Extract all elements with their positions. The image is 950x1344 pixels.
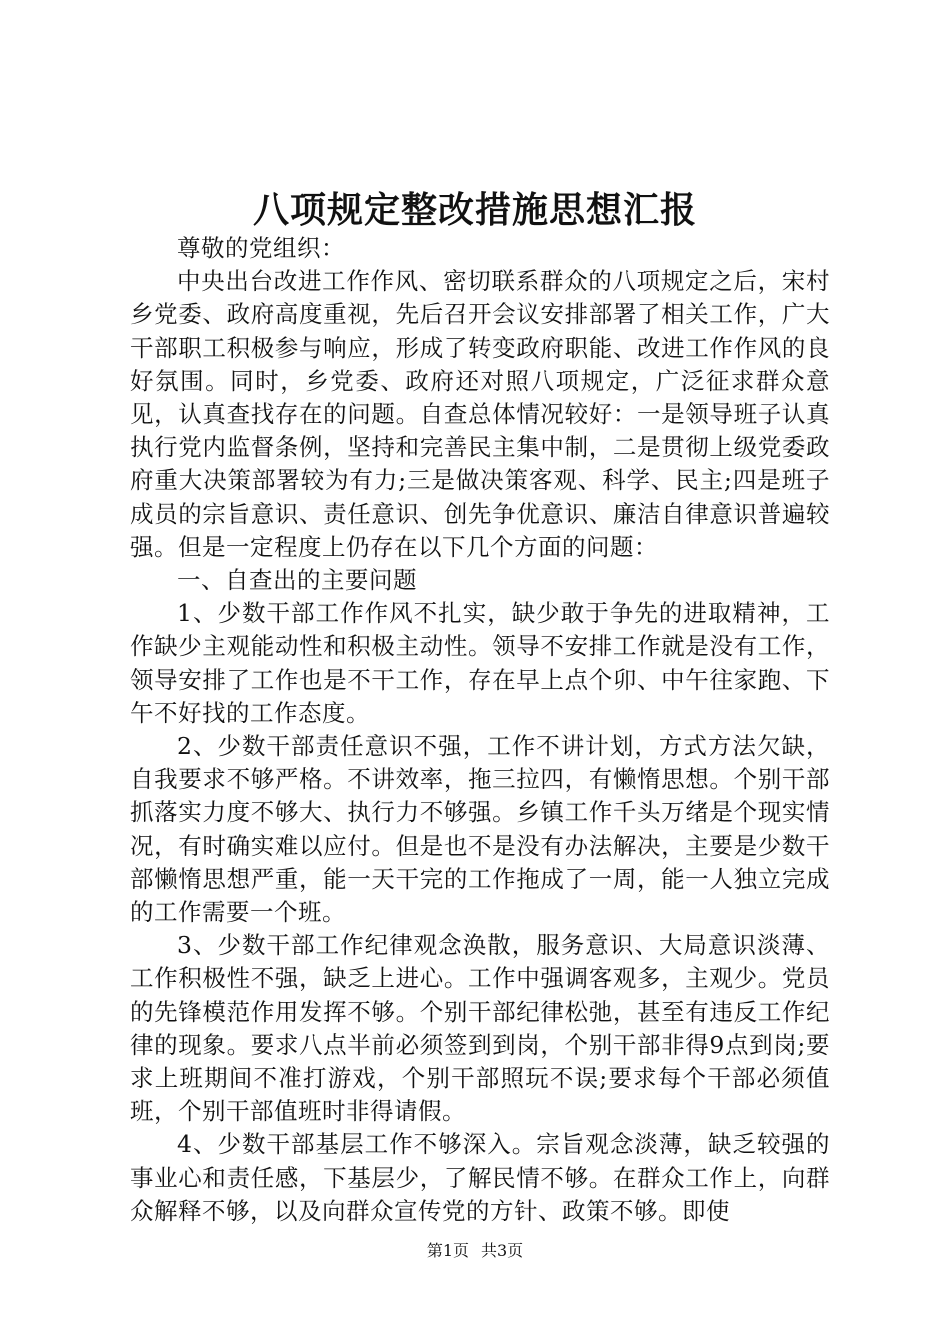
- document-body: [130, 232, 830, 1228]
- document-title: 八项规定整改措施思想汇报: [252, 189, 697, 231]
- page-footer: [0, 1240, 950, 1262]
- paragraph-item-4: 4、少数干部基层工作不够深入。宗旨观念淡薄，缺乏较强的事业心和责任感，下基层少，了解民情不够。在群众工作上，向群众解释不够，以及向群众宣传党的方针、政策不够。即使: [130, 1130, 830, 1225]
- page-number: 第1页: [426, 1241, 469, 1260]
- section-heading: 一、自查出的主要问题: [177, 566, 417, 595]
- paragraph-item-2: 2、少数干部责任意识不强，工作不讲计划，方式方法欠缺，自我要求不够严格。不讲效率，拖三拉四，有懒惰思想。个别干部抓落实力度不够大、执行力不够强。乡镇工作千头万绪是个现实情况，有时确实难以应付。但是也不是没有办法解决，主要是少数干部懒惰思想严重，能一天干完的工作拖成了一周，能一人独立完成的工作需要一个班。: [130, 732, 830, 927]
- paragraph-intro: 中央出台改进工作作风、密切联系群众的八项规定之后，宋村乡党委、政府高度重视，先后召开会议安排部署了相关工作，广大干部职工积极参与响应，形成了转变政府职能、改进工作作风的良好氛围。同时，乡党委、政府还对照八项规定，广泛征求群众意见，认真查找存在的问题。自查总体情况较好：一是领导班子认真执行党内监督条例，坚持和完善民主集中制，二是贯彻上级党委政府重大决策部署较为有力;三是做决策客观、科学、民主;四是班子成员的宗旨意识、责任意识、创先争优意识、廉洁自律意识普遍较强。但是一定程度上仍存在以下几个方面的问题：: [130, 267, 830, 561]
- salutation: 尊敬的党组织：: [177, 234, 345, 262]
- paragraph-item-1: 1、少数干部工作作风不扎实，缺少敢于争先的进取精神，工作缺少主观能动性和积极主动性。领导不安排工作就是没有工作，领导安排了工作也是不干工作，存在早上点个卯、中午往家跑、下午不好找的工作态度。: [130, 599, 830, 727]
- page-total: 共3页: [481, 1241, 524, 1260]
- paragraph-item-3: 3、少数干部工作纪律观念涣散，服务意识、大局意识淡薄、工作积极性不强，缺乏上进心。工作中强调客观多，主观少。党员的先锋模范作用发挥不够。个别干部纪律松弛，甚至有违反工作纪律的现象。要求八点半前必须签到到岗，个别干部非得9点到岗;要求上班期间不准打游戏，个别干部照玩不误;要求每个干部必须值班，个别干部值班时非得请假。: [130, 931, 830, 1126]
